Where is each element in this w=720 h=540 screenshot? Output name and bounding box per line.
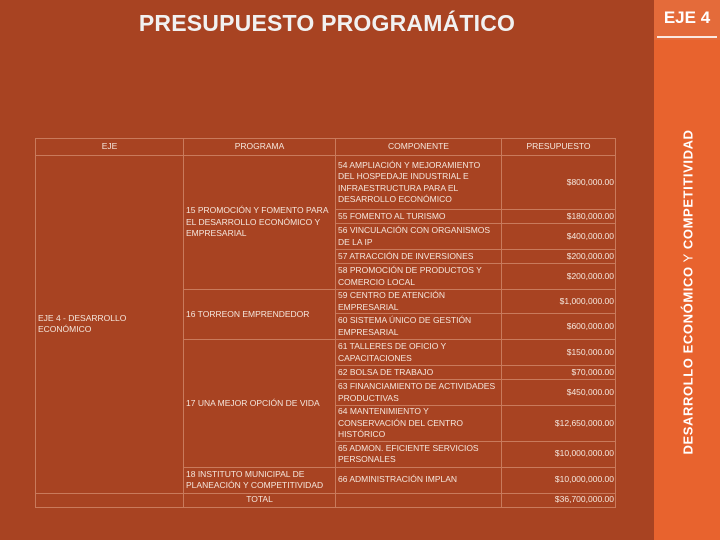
presupuesto-cell: $200,000.00 <box>502 264 616 290</box>
header-programa: PROGRAMA <box>184 139 336 156</box>
presupuesto-cell: $200,000.00 <box>502 250 616 264</box>
eje-tab-label: EJE 4 <box>663 8 711 27</box>
header-presupuesto: PRESUPUESTO <box>502 139 616 156</box>
componente-cell: 58 PROMOCIÓN DE PRODUCTOS Y COMERCIO LOCAL <box>336 264 502 290</box>
presupuesto-cell: $1,000,000.00 <box>502 290 616 314</box>
componente-cell: 60 SISTEMA ÚNICO DE GESTIÓN EMPRESARIAL <box>336 314 502 340</box>
sidebar-vertical-title <box>681 92 696 492</box>
programa-cell: 18 INSTITUTO MUNICIPAL DE PLANEACIÓN Y COMPETITIVIDAD <box>184 467 336 493</box>
total-label: TOTAL <box>184 493 336 507</box>
presupuesto-cell: $400,000.00 <box>502 224 616 250</box>
componente-cell: 55 FOMENTO AL TURISMO <box>336 210 502 224</box>
total-empty-cell <box>36 493 184 507</box>
table-header-row <box>36 139 616 156</box>
componente-cell: 54 AMPLIACIÓN Y MEJORAMIENTO DEL HOSPEDAJE INDUSTRIAL E INFRAESTRUCTURA PARA EL DESARROLLO ECONÓMICO <box>336 156 502 210</box>
table-row <box>36 156 616 210</box>
presupuesto-cell: $12,650,000.00 <box>502 406 616 442</box>
programa-cell: 16 TORREON EMPRENDEDOR <box>184 290 336 340</box>
total-empty-cell <box>336 493 502 507</box>
componente-cell: 57 ATRACCIÓN DE INVERSIONES <box>336 250 502 264</box>
componente-cell: 61 TALLERES DE OFICIO Y CAPACITACIONES <box>336 340 502 366</box>
presupuesto-cell: $150,000.00 <box>502 340 616 366</box>
componente-cell: 56 VINCULACIÓN CON ORGANISMOS DE LA IP <box>336 224 502 250</box>
sidebar-vertical-title-part2: COMPETITIVIDAD <box>680 129 696 250</box>
componente-cell: 65 ADMON. EFICIENTE SERVICIOS PERSONALES <box>336 441 502 467</box>
componente-cell: 63 FINANCIAMIENTO DE ACTIVIDADES PRODUCTIVAS <box>336 380 502 406</box>
programa-cell: 17 UNA MEJOR OPCIÓN DE VIDA <box>184 340 336 468</box>
page-title: PRESUPUESTO PROGRAMÁTICO <box>138 10 516 36</box>
sidebar-vertical-title-part1: DESARROLLO ECONÓMICO <box>680 266 696 455</box>
presupuesto-cell: $450,000.00 <box>502 380 616 406</box>
presupuesto-cell: $180,000.00 <box>502 210 616 224</box>
presupuesto-cell: $10,000,000.00 <box>502 441 616 467</box>
sidebar-vertical-title-conjunction: Y <box>680 249 696 267</box>
componente-cell: 62 BOLSA DE TRABAJO <box>336 366 502 380</box>
presupuesto-cell: $10,000,000.00 <box>502 467 616 493</box>
header-eje: EJE <box>36 139 184 156</box>
header-componente: COMPONENTE <box>336 139 502 156</box>
componente-cell: 59 CENTRO DE ATENCIÓN EMPRESARIAL <box>336 290 502 314</box>
presupuesto-cell: $600,000.00 <box>502 314 616 340</box>
eje-tab-underline <box>657 36 717 38</box>
table-total-row <box>36 493 616 507</box>
presupuesto-cell: $800,000.00 <box>502 156 616 210</box>
programa-cell: 15 PROMOCIÓN Y FOMENTO PARA EL DESARROLLO ECONÓMICO Y EMPRESARIAL <box>184 156 336 290</box>
presupuesto-cell: $70,000.00 <box>502 366 616 380</box>
budget-table <box>35 138 616 508</box>
total-value: $36,700,000.00 <box>502 493 616 507</box>
componente-cell: 64 MANTENIMIENTO Y CONSERVACIÓN DEL CENTRO HISTÓRICO <box>336 406 502 442</box>
eje-cell: EJE 4 - DESARROLLO ECONÓMICO <box>36 156 184 494</box>
componente-cell: 66 ADMINISTRACIÓN IMPLAN <box>336 467 502 493</box>
